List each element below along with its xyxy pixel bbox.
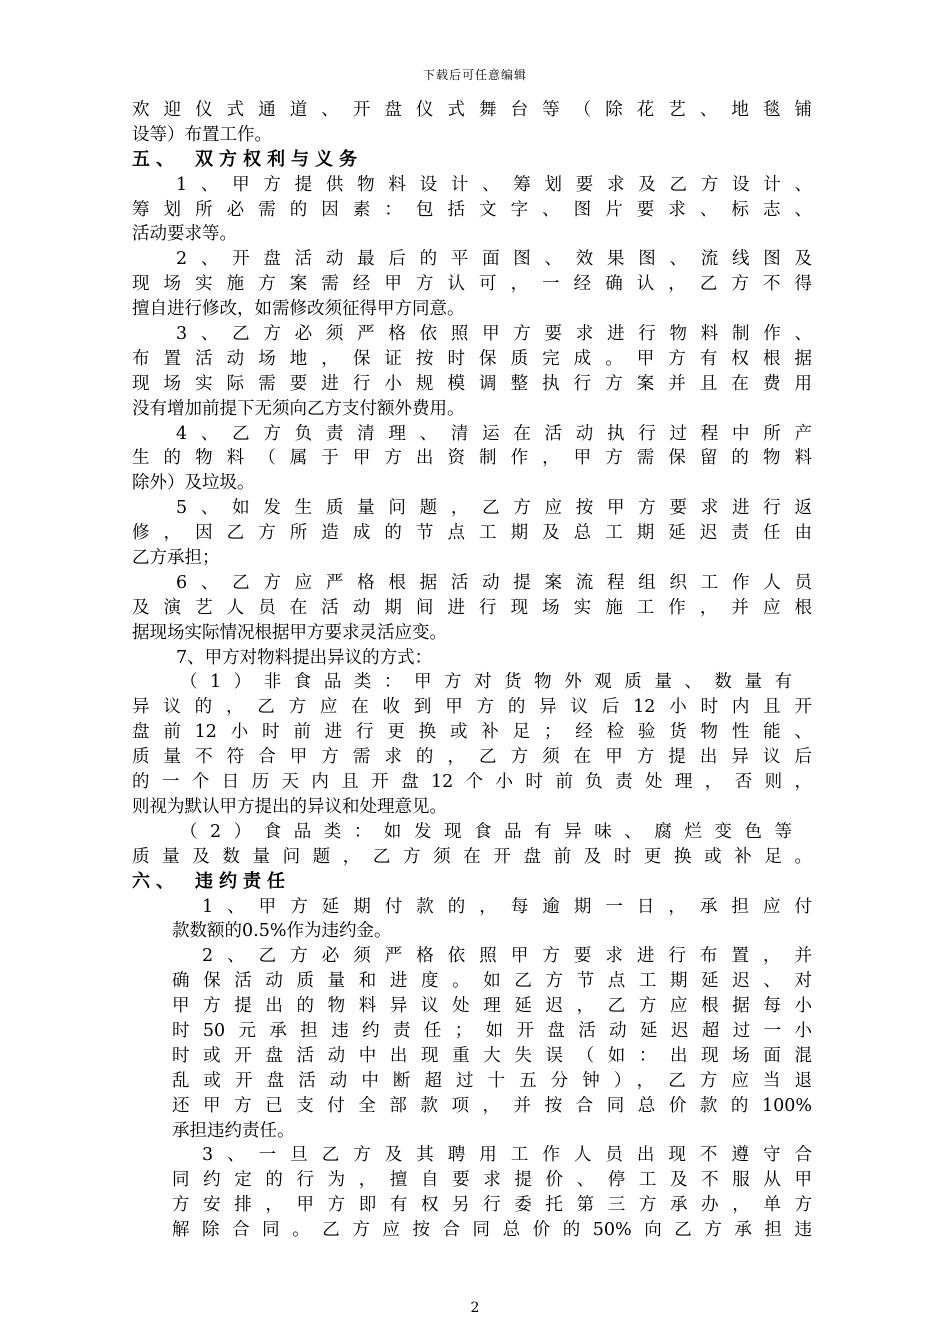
- text-line: 及演艺人员在活动期间进行现场实施工作，并应根: [132, 597, 812, 618]
- text-line: 时50元承担违约责任；如开盘活动延迟超过一小: [172, 1020, 812, 1041]
- text-line: 没有增加前提下无须向乙方支付额外费用。: [132, 398, 465, 419]
- text-line: 1、甲方提供物料设计、筹划要求及乙方设计、: [176, 174, 812, 195]
- text-line: 生的物料（属于甲方出资制作，甲方需保留的物料: [132, 448, 812, 469]
- text-line: 欢迎仪式通道、开盘仪式舞台等（除花艺、地毯铺: [132, 100, 812, 120]
- text-line: 现场实际需要进行小规模调整执行方案并且在费用: [132, 373, 812, 394]
- text-line: 设等）布置工作。: [132, 124, 272, 145]
- text-line: 筹划所必需的因素：包括文字、图片要求、标志、: [132, 199, 812, 220]
- text-line: （2）食品类：如发现食品有异味、腐烂变色等: [180, 821, 792, 842]
- text-line: 3、乙方必须严格依照甲方要求进行物料制作、: [176, 324, 812, 345]
- text-line: 时或开盘活动中出现重大失误（如：出现场面混: [172, 1045, 812, 1066]
- text-line: 解除合同。乙方应按合同总价的50%向乙方承担违: [172, 1220, 812, 1241]
- text-line: 5、如发生质量问题，乙方应按甲方要求进行返: [176, 498, 812, 519]
- text-line: 还甲方已支付全部款项，并按合同总价款的100%: [172, 1095, 812, 1116]
- text-line: 款数额的0.5%作为违约金。: [172, 921, 392, 942]
- document-body: [132, 98, 812, 1243]
- text-line: 除外）及垃圾。: [132, 473, 255, 494]
- text-line: 的一个日历天内且开盘12个小时前负责处理，否则，: [132, 772, 812, 793]
- text-line: 质量及数量问题，乙方须在开盘前及时更换或补足。: [132, 846, 812, 867]
- text-line: 现场实施方案需经甲方认可，一经确认，乙方不得: [132, 274, 812, 295]
- text-line: 7、甲方对物料提出异议的方式：: [176, 647, 433, 668]
- text-line: 质量不符合甲方需求的，乙方须在甲方提出异议后: [132, 747, 812, 768]
- text-line: 承担违约责任。: [172, 1120, 295, 1141]
- text-line: 同约定的行为，擅自要求提价、停工及不服从甲: [172, 1170, 812, 1191]
- text-line: 6、乙方应严格根据活动提案流程组织工作人员: [176, 572, 812, 593]
- page-number: 2: [470, 1300, 480, 1316]
- text-line: 4、乙方负责清理、清运在活动执行过程中所产: [176, 423, 812, 444]
- text-line: 2、开盘活动最后的平面图、效果图、流线图及: [176, 249, 812, 270]
- text-line: 修，因乙方所造成的节点工期及总工期延迟责任由: [132, 523, 812, 544]
- text-line: 3、一旦乙方及其聘用工作人员出现不遵守合: [202, 1145, 812, 1166]
- text-line: 盘前12小时前进行更换或补足；经检验货物性能、: [132, 722, 812, 743]
- text-line: 则视为默认甲方提出的异议和处理意见。: [132, 796, 447, 817]
- section-heading: 六、 违约责任: [132, 870, 291, 892]
- section-heading: 五、 双方权利与义务: [132, 148, 363, 170]
- text-line: 甲方提出的物料异议处理延迟，乙方应根据每小: [172, 996, 812, 1017]
- text-line: 擅自进行修改，如需修改须征得甲方同意。: [132, 299, 465, 320]
- text-line: 2、乙方必须严格依照甲方要求进行布置，并: [202, 946, 812, 967]
- text-line: 据现场实际情况根据甲方要求灵活应变。: [132, 622, 447, 643]
- text-line: 活动要求等。: [132, 224, 237, 245]
- text-line: 乙方承担；: [132, 548, 220, 569]
- page-header: 下载后可任意编辑: [422, 68, 527, 82]
- text-line: 确保活动质量和进度。如乙方节点工期延迟、对: [172, 971, 812, 992]
- text-line: 乱或开盘活动中断超过十五分钟），乙方应当退: [172, 1070, 812, 1091]
- text-line: （1）非食品类：甲方对货物外观质量、数量有: [180, 672, 792, 693]
- text-line: 1、甲方延期付款的，每逾期一日，承担应付: [202, 896, 812, 917]
- text-line: 布置活动场地，保证按时保质完成。甲方有权根据: [132, 348, 812, 369]
- text-line: 方安排，甲方即有权另行委托第三方承办，单方: [172, 1195, 812, 1216]
- text-line: 异议的，乙方应在收到甲方的异议后12小时内且开: [132, 697, 812, 718]
